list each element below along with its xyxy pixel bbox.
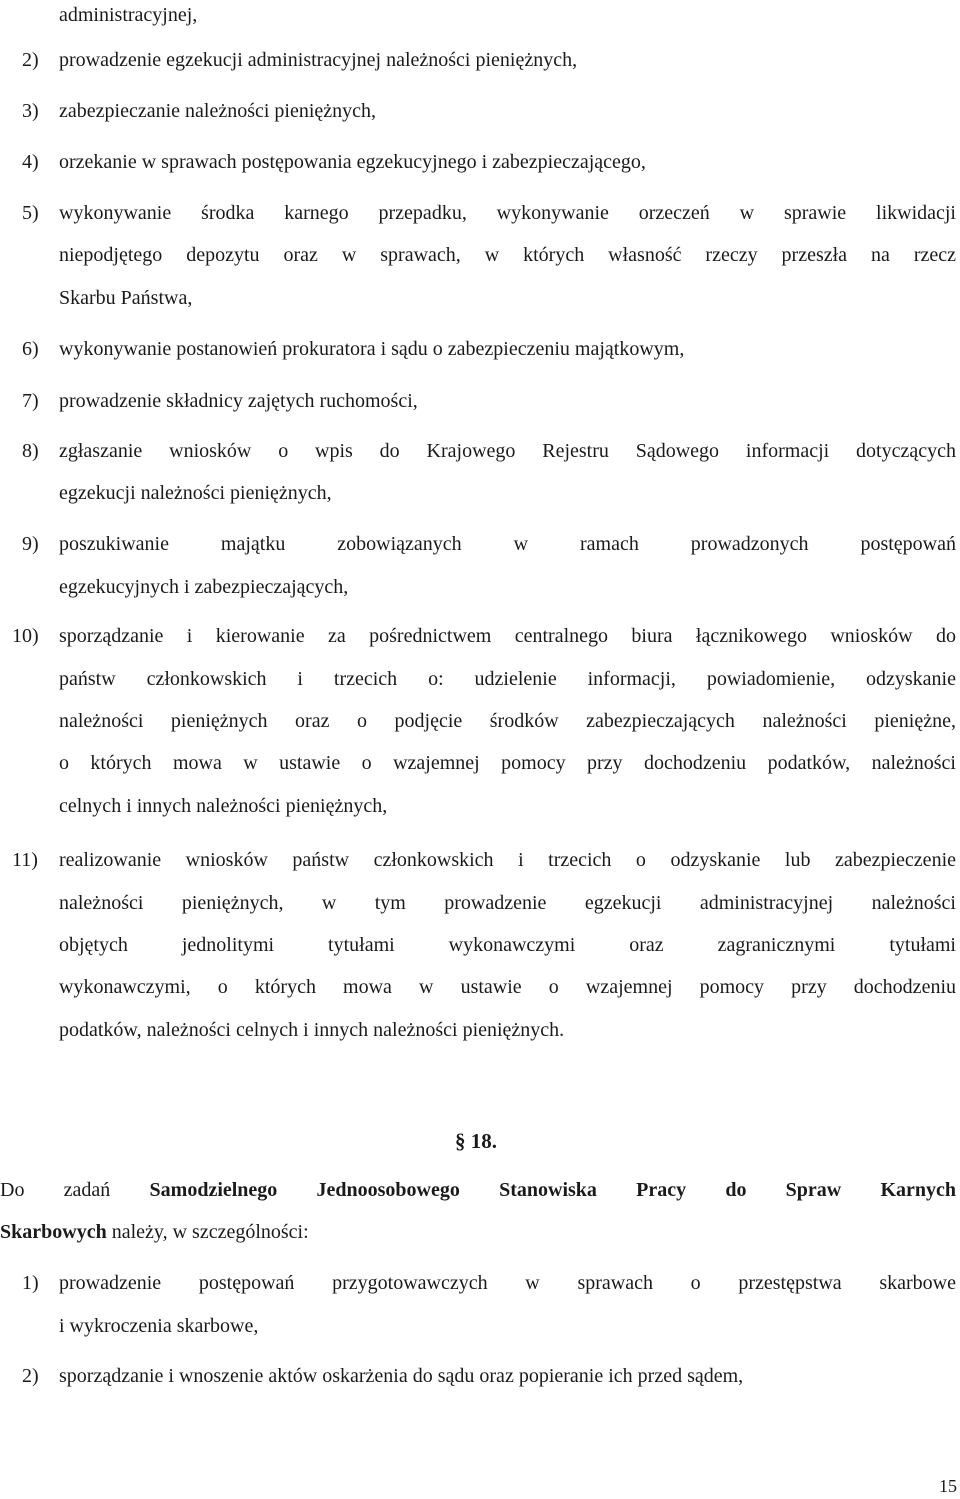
intro-line-1 (0, 1175, 956, 1205)
unit-name-part-1: Samodzielnego Jednoosobowego Stanowiska Pracy do Spraw Karnych (149, 1179, 956, 1201)
list-item-text: prowadzenie składnicy zajętych ruchomości, (59, 390, 418, 412)
list-item-text: podatków, należności celnych i innych należności pieniężnych. (59, 1019, 565, 1041)
list-item-number: 4) (22, 151, 39, 173)
list-item-text: wykonawczymi, o których mowa w ustawie o wzajemnej pomocy przy dochodzeniu (59, 976, 956, 998)
section-heading: § 18. (455, 1129, 497, 1153)
intro-before: Do zadań (0, 1179, 111, 1201)
list-item-number: 1) (22, 1272, 39, 1294)
list-item-text: poszukiwanie majątku zobowiązanych w ramach prowadzonych postępowań (59, 533, 956, 555)
list-item-number: 2) (22, 49, 39, 71)
list-item-text: celnych i innych należności pieniężnych, (59, 795, 388, 817)
list-item-text: prowadzenie egzekucji administracyjnej należności pieniężnych, (59, 49, 578, 71)
continuation-text: administracyjnej, (59, 4, 198, 26)
list-item-text: państw członkowskich i trzecich o: udzielenie informacji, powiadomienie, odzyskanie (59, 668, 956, 690)
unit-name-part-2: Skarbowych (0, 1221, 107, 1243)
list-item-text: realizowanie wniosków państw członkowskich i trzecich o odzyskanie lub zabezpieczenie (59, 849, 956, 871)
list-item-number: 8) (22, 440, 39, 462)
list-item-text: orzekanie w sprawach postępowania egzekucyjnego i zabezpieczającego, (59, 151, 646, 173)
list-item-text: sporządzanie i wnoszenie aktów oskarżenia do sądu oraz popieranie ich przed sądem, (59, 1365, 744, 1387)
page-number: 15 (939, 1476, 957, 1496)
list-item-text: Skarbu Państwa, (59, 287, 193, 309)
list-item-text: objętych jednolitymi tytułami wykonawczymi oraz zagranicznymi tytułami (59, 934, 956, 956)
list-item-text: zabezpieczanie należności pieniężnych, (59, 100, 377, 122)
list-item-text: należności pieniężnych oraz o podjęcie środków zabezpieczających należności pieniężne, (59, 710, 956, 732)
list-item-number: 2) (22, 1365, 39, 1387)
list-item-number: 9) (22, 533, 39, 555)
list-item-number: 10) (12, 625, 39, 647)
list-item-number: 6) (22, 338, 39, 360)
intro-line-2 (0, 1217, 309, 1247)
list-item-text: egzekucyjnych i zabezpieczających, (59, 576, 349, 598)
list-item-text: niepodjętego depozytu oraz w sprawach, w których własność rzeczy przeszła na rzecz (59, 244, 956, 266)
list-item-text: należności pieniężnych, w tym prowadzenie egzekucji administracyjnej należności (59, 892, 956, 914)
list-item-text: zgłaszanie wniosków o wpis do Krajowego Rejestru Sądowego informacji dotyczących (59, 440, 956, 462)
list-item-text: o których mowa w ustawie o wzajemnej pomocy przy dochodzeniu podatków, należności (59, 752, 956, 774)
intro-after: należy, w szczególności: (111, 1221, 309, 1243)
list-item-text: wykonywanie postanowień prokuratora i sądu o zabezpieczeniu majątkowym, (59, 338, 685, 360)
list-item-text: i wykroczenia skarbowe, (59, 1315, 259, 1337)
list-item-text: egzekucji należności pieniężnych, (59, 482, 332, 504)
list-item-number: 3) (22, 100, 39, 122)
list-item-text: prowadzenie postępowań przygotowawczych w sprawach o przestępstwa skarbowe (59, 1272, 956, 1294)
list-item-text: wykonywanie środka karnego przepadku, wykonywanie orzeczeń w sprawie likwidacji (59, 202, 956, 224)
list-item-number: 11) (12, 849, 38, 871)
list-item-text: sporządzanie i kierowanie za pośrednictwem centralnego biura łącznikowego wniosków do (59, 625, 956, 647)
list-item-number: 5) (22, 202, 39, 224)
list-item-number: 7) (22, 390, 39, 412)
